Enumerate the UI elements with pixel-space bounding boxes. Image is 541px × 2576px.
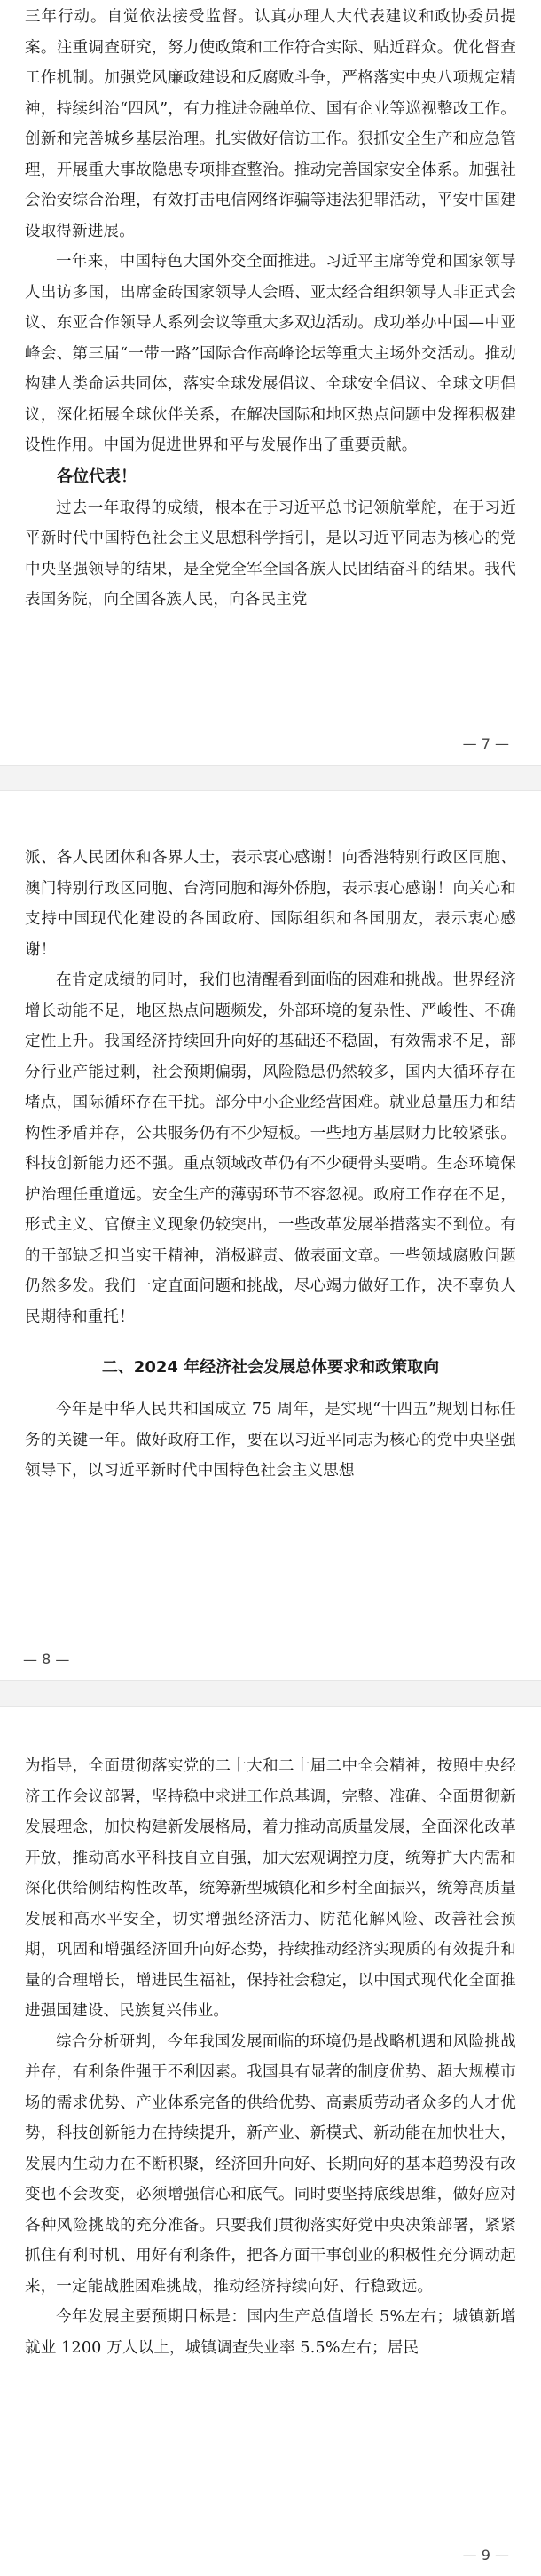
paragraph: 今年是中华人民共和国成立 75 周年，是实现“十四五”规划目标任务的关键一年。做好政府工作，要在以习近平同志为核心的党中央坚强领导下，以习近平新时代中国特色社会主义思想 [25, 1401, 516, 1480]
page-number: — 9 — [462, 2547, 509, 2564]
page-number: — 8 — [23, 1651, 70, 1668]
page-divider [0, 1680, 541, 1707]
paragraph: 过去一年取得的成绩，根本在于习近平总书记领航掌舵，在于习近平新时代中国特色社会主义思想科学指引，是以习近平同志为核心的党中央坚强领导的结果，是全党全军全国各族人民团结奋斗的结果。我代表国务院，向全国各族人民，向各民主党 [25, 499, 516, 609]
paragraph: 综合分析研判，今年我国发展面临的环境仍是战略机遇和风险挑战并存，有利条件强于不利因素。我国具有显著的制度优势、超大规模市场的需求优势、产业体系完备的供给优势、高素质劳动者众多的人才优势，科技创新能力在持续提升，新产业、新模式、新动能在加快壮大，发展内生动力在不断积聚，经济回升向好、长期向好的基本趋势没有改变也不会改变，必须增强信心和底气。同时要坚持底线思维，做好应对各种风险挑战的充分准备。只要我们贯彻落实好党中央决策部署，紧紧抓住有利时机、用好有利条件，把各方面干事创业的积极性充分调动起来，一定能战胜困难挑战，推动经济持续向好、行稳致远。 [25, 2032, 516, 2296]
paragraph: 在肯定成绩的同时，我们也清醒看到面临的困难和挑战。世界经济增长动能不足，地区热点问题频发，外部环境的复杂性、严峻性、不确定性上升。我国经济持续回升向好的基础还不稳固，有效需求不足，部分行业产能过剩，社会预期偏弱，风险隐患仍然较多，国内大循环存在堵点，国际循环存在干扰。部分中小企业经营困难。就业总量压力和结构性矛盾并存，公共服务仍有不少短板。一些地方基层财力比较紧张。科技创新能力还不强。重点领域改革仍有不少硬骨头要啃。生态环境保护治理任重道远。安全生产的薄弱环节不容忽视。政府工作存在不足，形式主义、官僚主义现象仍较突出，一些改革发展举措落实不到位。有的干部缺乏担当实干精神，消极避责、做表面文章。一些领域腐败问题仍然多发。我们一定直面问题和挑战，尽心竭力做好工作，决不辜负人民期待和重托！ [25, 971, 516, 1326]
paragraph: 今年发展主要预期目标是：国内生产总值增长 5%左右；城镇新增就业 1200 万人以上，城镇调查失业率 5.5%左右；居民 [25, 2308, 516, 2357]
page-body [25, 1707, 516, 2363]
section-heading: 二、2024 年经济社会发展总体要求和政策取向 [101, 1358, 440, 1377]
heading-dear-delegates: 各位代表！ [57, 467, 137, 486]
document-page-9 [0, 1707, 541, 2576]
paragraph: 一年来，中国特色大国外交全面推进。习近平主席等党和国家领导人出访多国，出席金砖国家领导人会晤、亚太经合组织领导人非正式会议、东亚合作领导人系列会议等重大多双边活动。成功举办中国—中亚峰会、第三届“一带一路”国际合作高峰论坛等重大主场外交活动。推动构建人类命运共同体，落实全球发展倡议、全球安全倡议、全球文明倡议，深化拓展全球伙伴关系，在解决国际和地区热点问题中发挥积极建设性作用。中国为促进世界和平与发展作出了重要贡献。 [25, 253, 516, 454]
page-body [25, 0, 516, 616]
document-page-8 [0, 791, 541, 1680]
paragraph: 为指导，全面贯彻落实党的二十大和二十届二中全会精神，按照中央经济工作会议部署，坚持稳中求进工作总基调，完整、准确、全面贯彻新发展理念，加快构建新发展格局，着力推动高质量发展，全面深化改革开放，推动高水平科技自立自强，加大宏观调控力度，统筹扩大内需和深化供给侧结构性改革，统筹新型城镇化和乡村全面振兴，统筹高质量发展和高水平安全，切实增强经济活力、防范化解风险、改善社会预期，巩固和增强经济回升向好态势，持续推动经济实现质的有效提升和量的合理增长，增进民生福祉，保持社会稳定，以中国式现代化全面推进强国建设、民族复兴伟业。 [25, 1757, 516, 2020]
page-body [25, 791, 516, 1487]
paragraph: 三年行动。自觉依法接受监督。认真办理人大代表建议和政协委员提案。注重调查研究，努力使政策和工作符合实际、贴近群众。优化督查工作机制。加强党风廉政建设和反腐败斗争，严格落实中央八项规定精神，持续纠治“四风”，有力推进金融单位、国有企业等巡视整改工作。创新和完善城乡基层治理。扎实做好信访工作。狠抓安全生产和应急管理，开展重大事故隐患专项排查整治。推动完善国家安全体系。加强社会治安综合治理，有效打击电信网络诈骗等违法犯罪活动，平安中国建设取得新进展。 [25, 8, 516, 240]
paragraph: 派、各人民团体和各界人士，表示衷心感谢！向香港特别行政区同胞、澳门特别行政区同胞、台湾同胞和海外侨胞，表示衷心感谢！向关心和支持中国现代化建设的各国政府、国际组织和各国朋友，表示衷心感谢！ [25, 849, 516, 959]
page-divider [0, 765, 541, 791]
document-page-7 [0, 0, 541, 765]
page-number: — 7 — [462, 735, 509, 752]
